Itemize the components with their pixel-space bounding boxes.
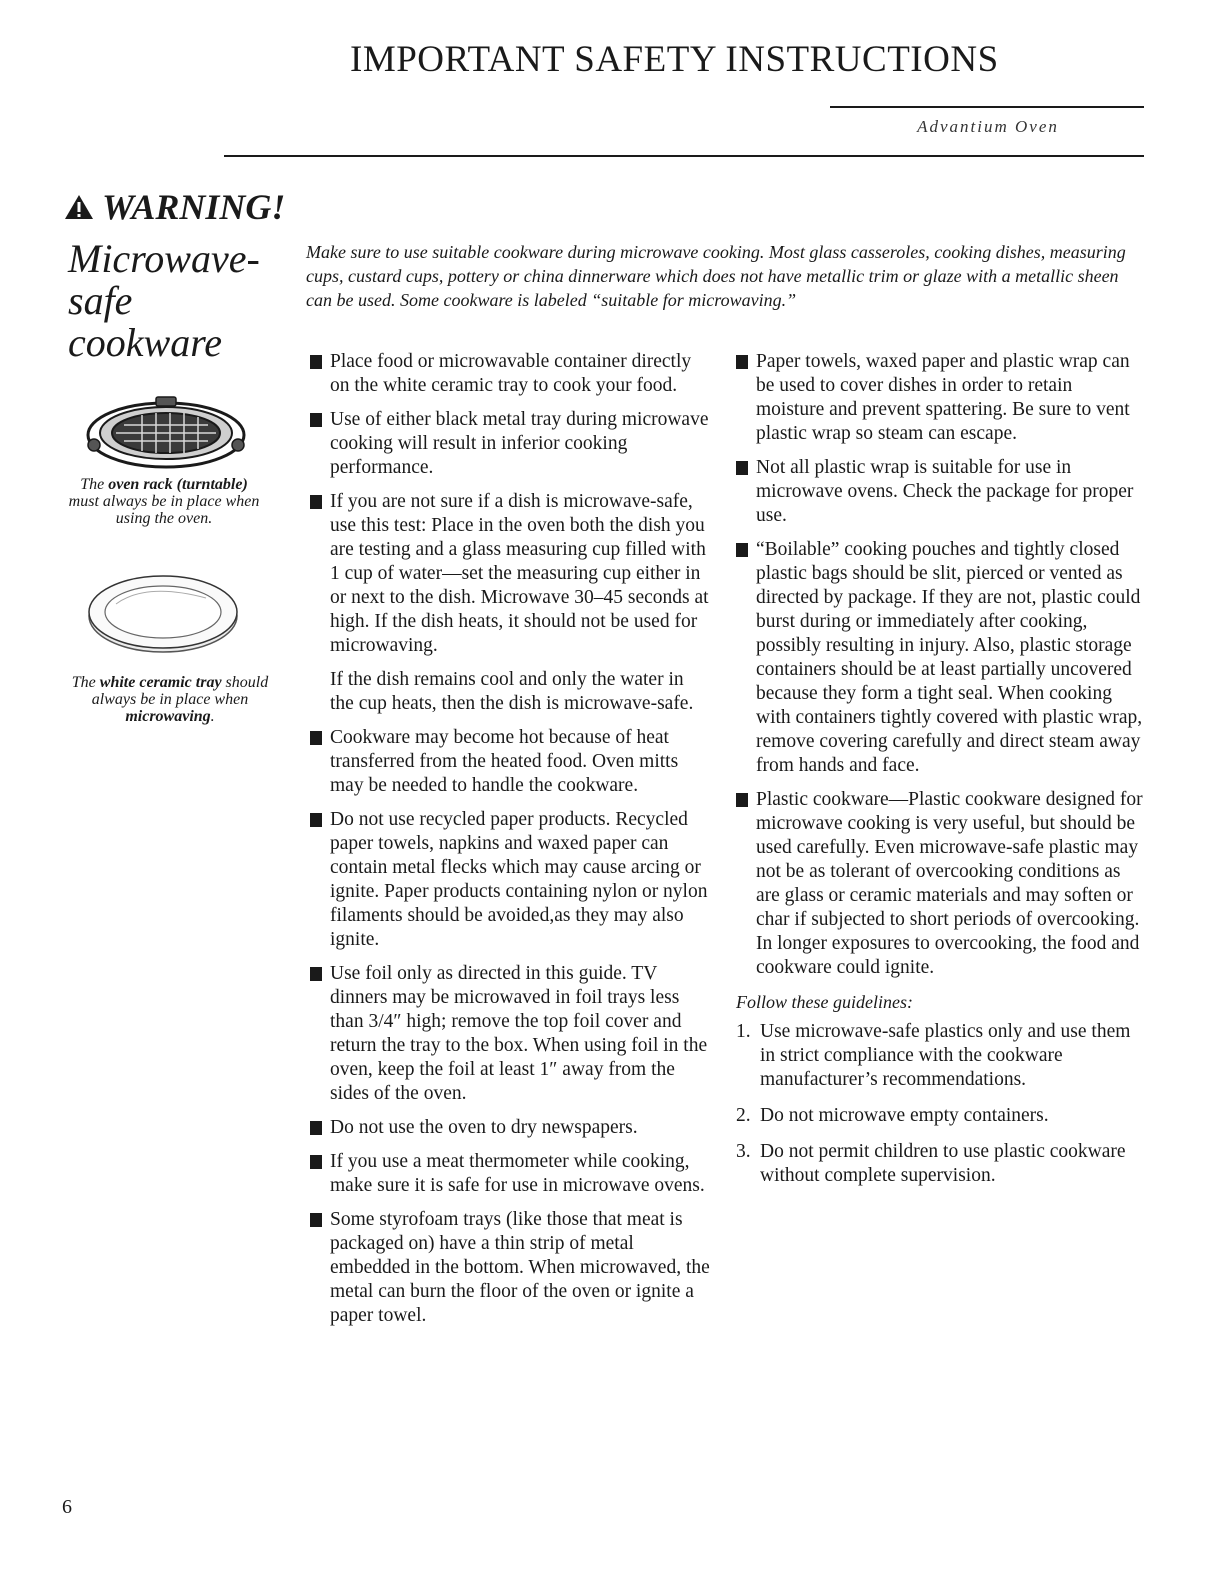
caption-bold: oven rack (turntable) [108, 476, 248, 493]
guidelines-heading: Follow these guidelines: [736, 992, 913, 1012]
guideline-text: Do not permit children to use plastic cookware without complete supervision. [760, 1141, 1126, 1186]
guideline-text: Use microwave-safe plastics only and use them in strict compliance with the cookware manufacturer’s recommendations. [760, 1021, 1131, 1090]
warning-triangle-icon [64, 194, 94, 220]
list-item: Plastic cookware—Plastic cookware designed for microwave cooking is very useful, but should be used carefully. Even microwave-safe plastic may not be as tolerant of overcooking conditions as are glass or ceramic materials and may soften or char if subjected to short periods of overcooking. In longer exposures to overcooking, the food and cookware could ignite. [736, 788, 1144, 980]
oven-rack-caption [64, 476, 264, 527]
list-item: Not all plastic wrap is suitable for use in microwave ovens. Check the package for proper use. [736, 456, 1144, 528]
list-item: “Boilable” cooking pouches and tightly closed plastic bags should be slit, pierced or vented as directed by package. If they are not, plastic could burst during or immediately after cooking, possibly resulting in injury. Also, plastic storage containers should be at least partially uncovered because they form a tight seal. When cooking with containers tightly covered with plastic wrap, remove covering carefully and direct steam away from hands and face. [736, 538, 1144, 778]
guideline-number: 1. [736, 1021, 751, 1042]
header-rule-long [224, 155, 1144, 157]
guideline-item [736, 1140, 1144, 1188]
warning-label: WARNING! [102, 187, 286, 227]
caption-text: should always be in place when [91, 674, 269, 708]
list-item: Some styrofoam trays (like those that meat is packaged on) have a thin strip of metal embedded in the bottom. When microwaved, the metal can burn the floor of the oven or ignite a paper towel. [310, 1208, 712, 1328]
caption-text: The [80, 476, 109, 493]
section-title-line: Microwave- [68, 236, 260, 281]
caption-bold: microwaving [125, 708, 211, 725]
ceramic-tray-caption [70, 674, 270, 725]
section-title [68, 238, 288, 364]
guideline-text: Do not microwave empty containers. [760, 1105, 1049, 1126]
caption-bold: white ceramic tray [99, 674, 222, 691]
intro-paragraph: Make sure to use suitable cookware during microwave cooking. Most glass casseroles, cooking dishes, measuring cups, custard cups, pottery or china dinnerware which does not have metallic trim or glaze with a metallic sheen can be used. Some cookware is labeled “suitable for microwaving.” [306, 242, 1126, 310]
caption-text: The [71, 674, 100, 691]
section-title-line: cookware [68, 320, 223, 365]
list-item: If you use a meat thermometer while cooking, make sure it is safe for use in microwave ovens. [310, 1150, 712, 1198]
section-title-line: safe [68, 278, 133, 323]
guideline-number: 3. [736, 1141, 751, 1162]
list-item: Paper towels, waxed paper and plastic wrap can be used to cover dishes in order to retain moisture and prevent spattering. Be sure to vent plastic wrap so steam can escape. [736, 350, 1144, 446]
list-item: Use of either black metal tray during microwave cooking will result in inferior cooking performance. [310, 408, 712, 480]
right-column [736, 350, 1144, 1200]
page-subtitle: Advantium Oven [917, 117, 1059, 136]
guideline-item [736, 1104, 1144, 1128]
left-column [310, 350, 712, 1338]
ceramic-tray-illustration [86, 568, 240, 656]
caption-text: . [210, 708, 215, 725]
page-title: IMPORTANT SAFETY INSTRUCTIONS [350, 39, 999, 80]
list-item: Do not use the oven to dry newspapers. [310, 1116, 712, 1140]
list-item: If you are not sure if a dish is microwave-safe, use this test: Place in the oven both the dish you are testing and a glass measuring cup filled with 1 cup of water—set the measuring cup either in or next to the dish. Microwave 30–45 seconds at high. If the dish heats, it should not be used for microwaving. [310, 490, 712, 658]
list-item: Use foil only as directed in this guide. TV dinners may be microwaved in foil trays less than 3/4″ high; remove the top foil cover and return the tray to the box. When using foil in the oven, keep the foil at least 1″ away from the sides of the oven. [310, 962, 712, 1106]
oven-rack-illustration [84, 395, 248, 471]
guideline-item [736, 1020, 1144, 1092]
list-item: Place food or microwavable container directly on the white ceramic tray to cook your food. [310, 350, 712, 398]
list-item: Cookware may become hot because of heat transferred from the heated food. Oven mitts may be needed to handle the cookware. [310, 726, 712, 798]
page-number: 6 [62, 1496, 72, 1518]
warning-heading [64, 186, 285, 228]
caption-text: must always be in place when using the oven. [68, 493, 260, 527]
guideline-number: 2. [736, 1105, 751, 1126]
list-item: Do not use recycled paper products. Recycled paper towels, napkins and waxed paper can contain metal flecks which may cause arcing or ignite. Paper products containing nylon or nylon filaments should be avoided,as they may also ignite. [310, 808, 712, 952]
header-rule-short [830, 106, 1144, 108]
list-item-continuation: If the dish remains cool and only the water in the cup heats, then the dish is microwave-safe. [330, 669, 694, 714]
